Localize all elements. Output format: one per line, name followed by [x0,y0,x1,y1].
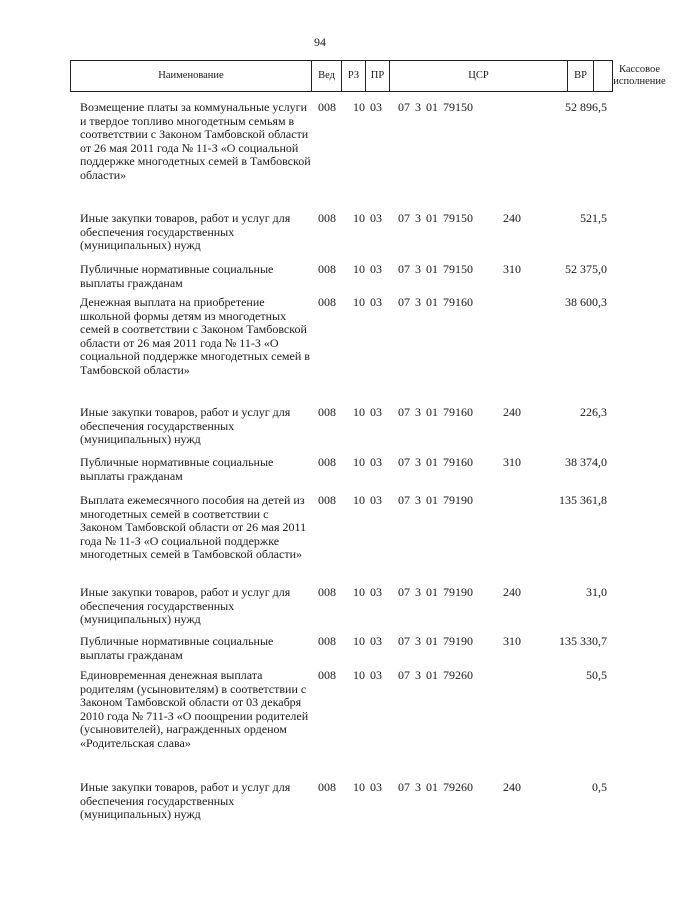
row-sum: 226,3 [580,405,607,419]
row-csr: 07 3 01 79190 [398,493,473,507]
row-rz: 10 [353,585,365,599]
row-sum: 50,5 [586,668,607,682]
row-ved: 008 [318,585,336,599]
row-pr: 03 [370,668,382,682]
row-vr: 240 [503,405,521,419]
row-name: Публичные нормативные социальные выплаты гражданам [80,634,274,662]
row-ved: 008 [318,405,336,419]
row-sum: 135 330,7 [559,634,607,648]
row-rz: 10 [353,634,365,648]
table-row [0,296,640,406]
row-csr: 07 3 01 79160 [398,455,473,469]
row-csr: 07 3 01 79150 [398,262,473,276]
row-rz: 10 [353,262,365,276]
row-sum: 52 896,5 [565,100,607,114]
row-ved: 008 [318,780,336,794]
row-csr: 07 3 01 79190 [398,585,473,599]
row-vr: 240 [503,780,521,794]
row-ved: 008 [318,100,336,114]
table-row [0,212,640,263]
row-ved: 008 [318,634,336,648]
row-vr: 240 [503,585,521,599]
table-row [0,781,640,831]
row-sum: 0,5 [592,780,607,794]
row-rz: 10 [353,295,365,309]
header-pr: ПР [365,61,389,91]
row-name: Иные закупки товаров, работ и услуг для обеспечения государственных (муниципальных) нужд [80,211,291,253]
row-vr: 310 [503,634,521,648]
row-ved: 008 [318,295,336,309]
table-row [0,494,640,586]
row-vr: 240 [503,211,521,225]
header-sum: Кассовое исполнение [593,61,685,91]
row-csr: 07 3 01 79260 [398,668,473,682]
row-rz: 10 [353,455,365,469]
row-pr: 03 [370,211,382,225]
row-pr: 03 [370,455,382,469]
row-rz: 10 [353,668,365,682]
row-csr: 07 3 01 79150 [398,211,473,225]
table-header [70,60,666,92]
table-row [0,263,640,296]
row-pr: 03 [370,295,382,309]
row-pr: 03 [370,780,382,794]
row-ved: 008 [318,455,336,469]
row-ved: 008 [318,211,336,225]
row-sum: 52 375,0 [565,262,607,276]
row-pr: 03 [370,585,382,599]
row-rz: 10 [353,100,365,114]
row-rz: 10 [353,211,365,225]
row-pr: 03 [370,100,382,114]
row-name: Иные закупки товаров, работ и услуг для обеспечения государственных (муниципальных) нужд [80,780,291,822]
row-pr: 03 [370,405,382,419]
row-pr: 03 [370,493,382,507]
row-name: Возмещение платы за коммунальные услуги и твердое топливо многодетным семьям в соответствии с Законом Тамбовской области от 26 мая 2011 года № 11-З «О социальной поддержке многодетных семей в Тамбовской области» [80,100,311,182]
table-row [0,586,640,635]
row-pr: 03 [370,262,382,276]
row-csr: 07 3 01 79150 [398,100,473,114]
table-row [0,669,640,781]
table-row [0,635,640,669]
header-vr: ВР [567,61,593,91]
row-name: Денежная выплата на приобретение школьной формы детям из многодетных семей в соответствии с Законом Тамбовской области от 26 мая 2011 года № 11-З «О социальной поддержке многодетных семей в Тамбовской области» [80,295,310,377]
row-sum: 38 374,0 [565,455,607,469]
table-body [0,101,640,831]
row-rz: 10 [353,405,365,419]
row-vr: 310 [503,262,521,276]
row-name: Выплата ежемесячного пособия на детей из многодетных семей в соответствии с Законом Тамбовской области от 26 мая 2011 года № 11-З «О социальной поддержке многодетных семей в Тамбовской области» [80,493,307,562]
row-rz: 10 [353,493,365,507]
row-ved: 008 [318,262,336,276]
row-name: Публичные нормативные социальные выплаты гражданам [80,455,274,483]
table-row [0,406,640,456]
row-name: Публичные нормативные социальные выплаты гражданам [80,262,274,290]
row-sum: 521,5 [580,211,607,225]
header-ved: Вед [311,61,341,91]
row-csr: 07 3 01 79190 [398,634,473,648]
row-name: Единовременная денежная выплата родителям (усыновителям) в соответствии с Законом Тамбовской области от 03 декабря 2010 года № 711-З «О поощрении родителей (усыновителей), награжденных орденом «Родительская слава» [80,668,309,750]
header-csr: ЦСР [389,61,567,91]
header-rz: РЗ [341,61,365,91]
page-number: 94 [314,35,326,49]
row-name: Иные закупки товаров, работ и услуг для обеспечения государственных (муниципальных) нужд [80,405,291,447]
row-sum: 135 361,8 [559,493,607,507]
table-row [0,456,640,494]
table-row [0,101,640,212]
row-rz: 10 [353,780,365,794]
row-csr: 07 3 01 79260 [398,780,473,794]
row-pr: 03 [370,634,382,648]
row-sum: 38 600,3 [565,295,607,309]
row-ved: 008 [318,668,336,682]
row-ved: 008 [318,493,336,507]
row-csr: 07 3 01 79160 [398,295,473,309]
header-name: Наименование [158,70,224,81]
row-sum: 31,0 [586,585,607,599]
row-vr: 310 [503,455,521,469]
row-csr: 07 3 01 79160 [398,405,473,419]
row-name: Иные закупки товаров, работ и услуг для обеспечения государственных (муниципальных) нужд [80,585,291,627]
